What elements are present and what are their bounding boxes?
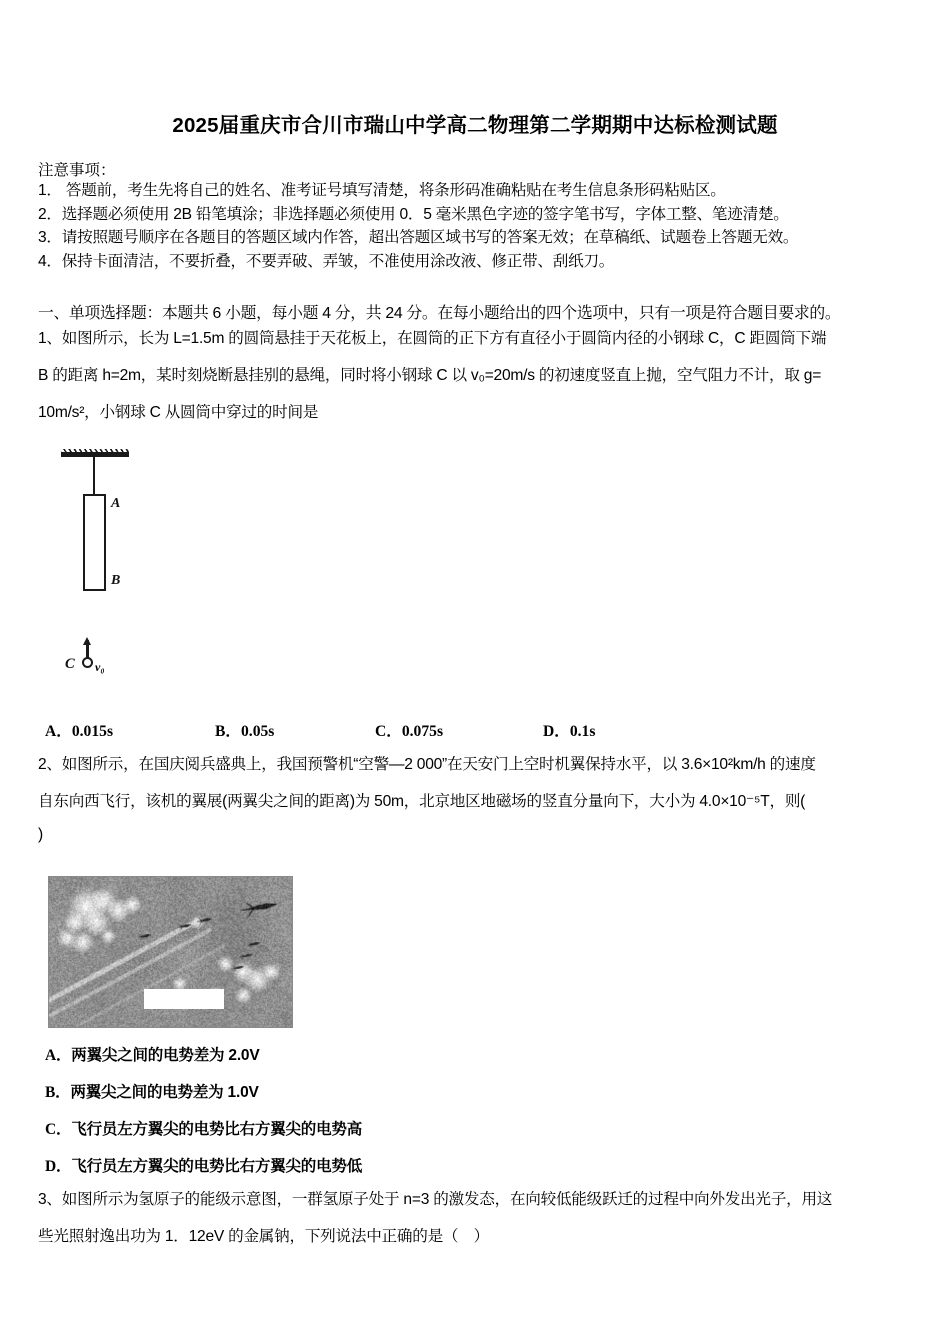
question-2-option-d[interactable] [45,1154,362,1176]
question-2-line-1: 2、如图所示，在国庆阅兵盛典上，我国预警机“空警—2 000”在天安门上空时机翼保持水平，以 3.6×10²km/h 的速度 [38,756,816,773]
question-1-options [0,719,890,741]
question-2-option-c[interactable] [45,1117,362,1139]
notice-list [38,179,922,273]
velocity-arrow-icon [83,637,91,645]
option-a-letter: A． [45,723,72,740]
option-d-letter: D． [45,1158,72,1175]
option-d-text: 飞行员左方翼尖的电势比右方翼尖的电势低 [71,1158,362,1175]
option-c[interactable] [375,719,443,741]
figure-label-a: A [111,496,121,511]
question-2-line-2: 自东向西飞行，该机的翼展(两翼尖之间的距离)为 50m，北京地区地磁场的竖直分量向下，大小为 4.0×10⁻⁵T，则( [38,793,806,810]
option-c-text: 飞行员左方翼尖的电势比右方翼尖的电势高 [71,1121,362,1138]
photo-redaction-block [144,989,224,1009]
notice-item: 3．请按照题号顺序在各题目的答题区域内作答，超出答题区域书写的答案无效；在草稿纸、试题卷上答题无效。 [38,229,799,246]
question-2-photo [48,876,293,1028]
option-d-text: 0.1s [569,723,596,740]
option-c-letter: C． [45,1121,72,1138]
figure-label-v0: v₀ [95,660,105,674]
figure-label-c: C [65,656,75,672]
question-2-option-a[interactable] [45,1043,260,1065]
option-a-text: 两翼尖之间的电势差为 2.0V [71,1047,260,1064]
notice-item: 2．选择题必须使用 2B 铅笔填涂；非选择题必须使用 0．5 毫米黑色字迹的签字笔书写，字体工整、笔迹清楚。 [38,205,789,223]
option-b-text: 0.05s [241,723,275,740]
option-c-text: 0.075s [401,723,444,740]
option-b-text: 两翼尖之间的电势差为 1.0V [70,1084,259,1101]
notice-item: 1． 答题前，考生先将自己的姓名、准考证号填写清楚，将条形码准确粘贴在考生信息条形码粘贴区。 [38,182,726,199]
ceiling-hatching-icon [61,449,129,454]
option-d[interactable] [543,719,595,741]
notice-item: 4．保持卡面清洁，不要折叠，不要弄破、弄皱，不准使用涂改液、修正带、刮纸刀。 [38,252,615,270]
question-3-line-1: 3、如图所示为氢原子的能级示意图，一群氢原子处于 n=3 的激发态，在向较低能级跃迁的过程中向外发出光子，用这 [38,1191,833,1208]
option-a[interactable] [45,719,113,741]
suspension-rod [93,457,95,494]
option-b[interactable] [215,719,274,741]
question-2-line-3: ) [38,826,43,843]
notice-heading: 注意事项： [38,162,116,179]
question-1-line-1: 1、如图所示，长为 L=1.5m 的圆筒悬挂于天花板上，在圆筒的正下方有直径小于圆筒内径的小钢球 C，C 距圆筒下端 [38,330,827,347]
option-a-text: 0.015s [71,723,114,740]
option-b-letter: B． [215,723,241,740]
question-1-line-3: 10m/s²，小钢球 C 从圆筒中穿过的时间是 [38,404,319,421]
question-1-figure [55,448,205,698]
option-d-letter: D． [543,723,570,740]
option-a-letter: A． [45,1047,72,1064]
figure-label-b: B [111,573,121,588]
option-c-letter: C． [375,723,402,740]
cylinder-tube [83,494,106,591]
question-1-line-2: B 的距离 h=2m，某时刻烧断悬挂别的悬绳，同时将小钢球 C 以 v₀=20m/s 的初速度竖直上抛，空气阻力不计，取 g= [38,367,822,384]
question-3-line-2: 些光照射逸出功为 1．12eV 的金属钠，下列说法中正确的是（ ） [38,1228,489,1245]
option-b-letter: B． [45,1084,71,1101]
question-2-option-b[interactable] [45,1080,259,1102]
page-title: 2025届重庆市合川市瑞山中学高二物理第二学期期中达标检测试题 [172,114,778,137]
section-heading: 一、单项选择题：本题共 6 小题，每小题 4 分，共 24 分。在每小题给出的四个选项中，只有一项是符合题目要求的。 [38,305,841,322]
